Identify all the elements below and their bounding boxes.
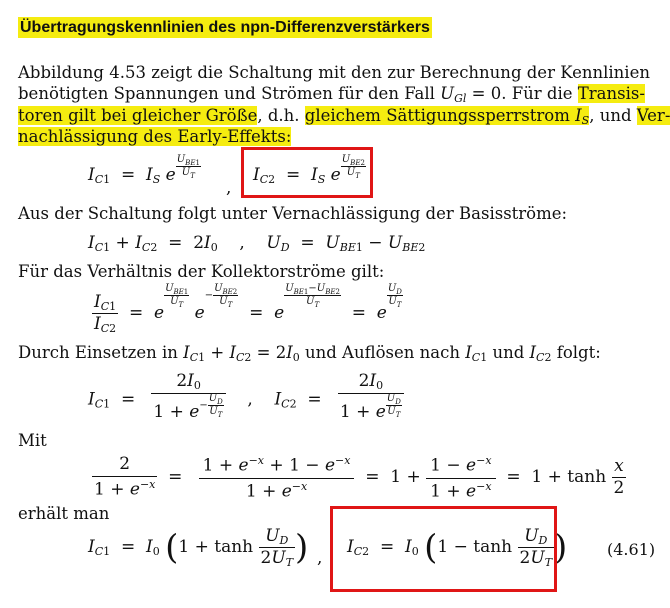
text-verhaeltnis: Für das Verhältnis der Kollektorströme gilt:	[18, 262, 385, 281]
equation-ic2-tanh: $I_{C2} = I_0$ (1 − tanh $\frac{U_D}{2U_T}$ )	[347, 526, 568, 569]
para-line-1: Abbildung 4.53 zeigt die Schaltung mit den zur Berechnung der Kennlinien	[18, 63, 650, 82]
para-line-3: toren gilt bei gleicher Größe, d.h. gleichem Sättigungssperrstrom $I_S$, und Ver-	[18, 106, 670, 127]
para-line-4: nachlässigung des Early-Effekts:	[18, 127, 292, 146]
text-schaltung: Aus der Schaltung folgt unter Vernachlässigung der Basisströme:	[18, 204, 568, 223]
text-einsetzen: Durch Einsetzen in $I_{C1} + I_{C2} = 2I_0$ und Auflösen nach $I_{C1}$ und $I_{C2}$ folgt:	[18, 343, 601, 364]
text-mit: Mit	[18, 431, 47, 450]
red-box-ic2-tanh	[330, 506, 557, 592]
equation-number: (4.61)	[607, 540, 656, 559]
equation-sum: $I_{C1} + I_{C2} = 2I_0$ , $U_D = U_{BE1} - U_{BE2}$	[88, 233, 426, 254]
equation-ic1-tanh: $I_{C1} = I_0$ (1 + tanh $\frac{U_D}{2U_T}$ )	[88, 526, 309, 569]
equation-ic1-exp: $I_{C1} = I_S$ e $\frac{U_{BE1}}{U_T}$	[88, 154, 200, 186]
text-erhaelt-man: erhält man	[18, 504, 110, 523]
equation-ratio: $\frac{I_{C1}}{I_{C2}}$ = e $\frac{U_{BE1}}{U_T}$ e− $\frac{U_{BE2}}{U_T}$ = e $\frac{U_{BE1}-U_{BE2}}{U_T}$ = e $\frac{U_D}{U_T}$	[94, 283, 402, 335]
section-heading: Übertragungskennlinien des npn-Differenzverstärkers	[20, 19, 430, 36]
comma-2: ,	[317, 548, 323, 568]
equation-tanh-identity: $\frac{2}{1 + e^{-x}}$ = $\frac{1 + e^{-x} + 1 - e^{-x}}{1 + e^{-x}}$ = 1 + $\frac{1 - e^{-x}}{1 + e^{-x}}$ = 1 + tanh $\frac{x}{2}$	[94, 454, 625, 502]
red-box-ic2	[241, 147, 373, 198]
equation-ic2-exp: $I_{C2} = I_S$ e $\frac{U_{BE2}}{U_T}$	[253, 154, 365, 186]
comma: ,	[226, 178, 232, 198]
para-line-2: benötigten Spannungen und Strömen für den Fall $U_{Gl} = 0$. Für die Transis-	[18, 84, 645, 105]
highlight-transis: Transis-	[577, 84, 645, 103]
equation-ic-solved: $I_{C1}$ = $2I_0$ 1 + e− $\frac{U_D}{U_T}$ , $I_{C2}$ = $2I_0$ 1 + e $\frac{U_D}{U_T}$	[88, 373, 404, 427]
